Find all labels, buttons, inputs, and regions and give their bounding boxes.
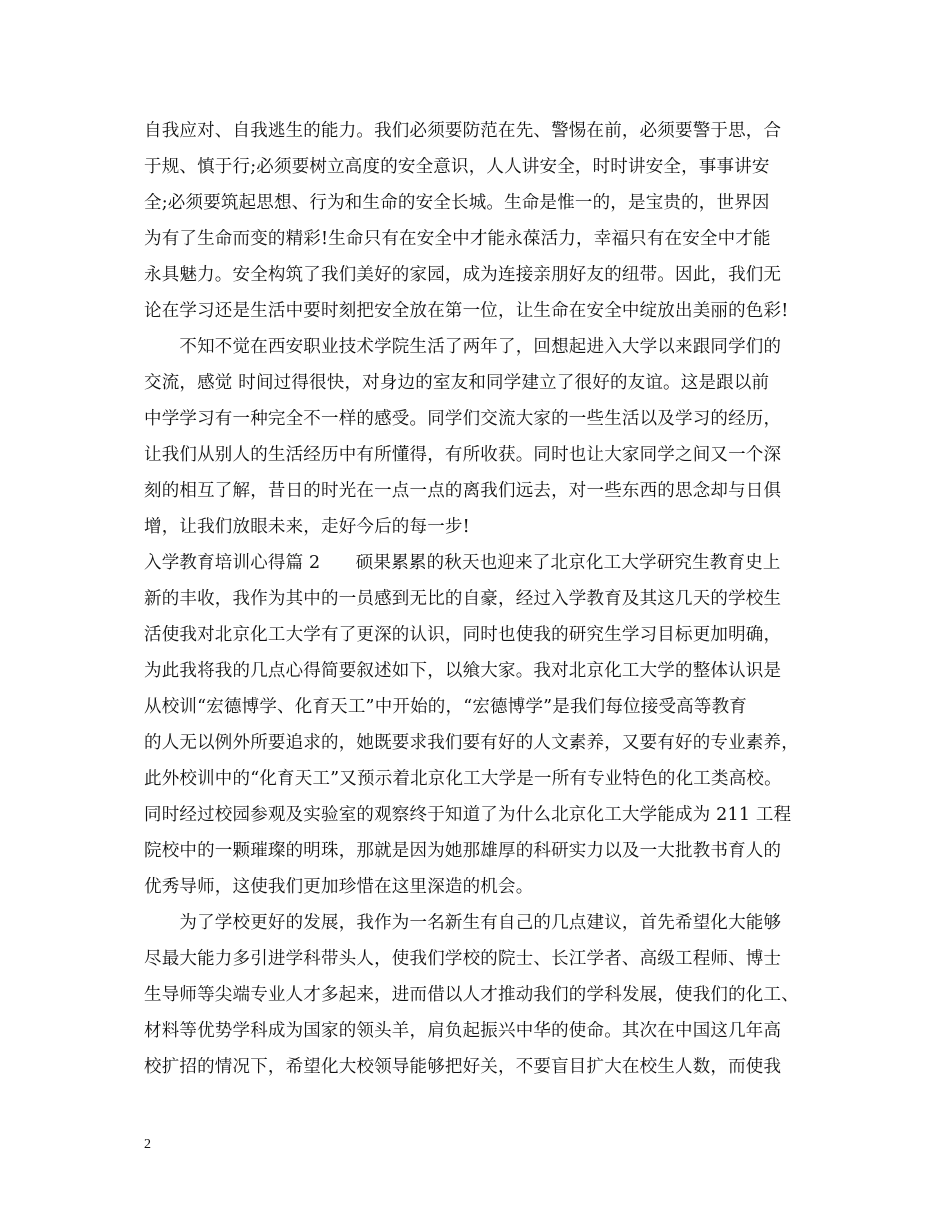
text-line: 为有了生命而变的精彩!生命只有在安全中才能永葆活力，幸福只有在安全中才能: [144, 229, 771, 249]
text-line: 材料等优势学科成为国家的领头羊，肩负起振兴中华的使命。其次在中国这几年高: [144, 1021, 782, 1041]
text-line: 优秀导师，这使我们更加珍惜在这里深造的机会。: [144, 877, 534, 897]
text-line: 新的丰收，我作为其中的一员感到无比的自豪，经过入学教育及其这几天的学校生: [144, 589, 782, 609]
text-line: 为了学校更好的发展，我作为一名新生有自己的几点建议，首先希望化大能够: [144, 913, 782, 933]
body-text: [144, 113, 824, 1085]
text-line: 此外校训中的“化育天工”又预示着北京化工大学是一所有专业特色的化工类高校。: [144, 769, 782, 789]
text-line: 为此我将我的几点心得简要叙述如下，以飨大家。我对北京化工大学的整体认识是: [144, 661, 782, 681]
text-line: 的人无以例外所要追求的，她既要求我们要有好的人文素养，又要有好的专业素养，: [144, 733, 799, 753]
text-line: 同时经过校园参观及实验室的观察终于知道了为什么北京化工大学能成为 211 工程: [144, 805, 792, 825]
text-line: 不知不觉在西安职业技术学院生活了两年了，回想起进入大学以来跟同学们的: [144, 337, 782, 357]
text-line: 从校训“宏德博学、化育天工”中开始的，“宏德博学”是我们每位接受高等教育: [144, 697, 747, 717]
text-line: 生导师等尖端专业人才多起来，进而借以人才推动我们的学科发展，使我们的化工、: [144, 985, 799, 1005]
section-heading-line: 入学教育培训心得篇 2 硕果累累的秋天也迎来了北京化工大学研究生教育史上: [144, 553, 781, 573]
text-line: 校扩招的情况下，希望化大校领导能够把好关，不要盲目扩大在校生人数，而使我: [144, 1057, 782, 1077]
text-line: 永具魅力。安全构筑了我们美好的家园，成为连接亲朋好友的纽带。因此，我们无: [144, 265, 782, 285]
page-number: 2: [144, 1137, 151, 1152]
text-line: 中学学习有一种完全不一样的感受。同学们交流大家的一些生活以及学习的经历，: [144, 409, 782, 429]
text-line: 论在学习还是生活中要时刻把安全放在第一位，让生命在安全中绽放出美丽的色彩!: [144, 301, 789, 321]
text-line: 交流，感觉 时间过得很快，对身边的室友和同学建立了很好的友谊。这是跟以前: [144, 373, 770, 393]
text-line: 让我们从别人的生活经历中有所懂得，有所收获。同时也让大家同学之间又一个深: [144, 445, 782, 465]
text-line: 院校中的一颗璀璨的明珠，那就是因为她那雄厚的科研实力以及一大批教书育人的: [144, 841, 782, 861]
text-line: 刻的相互了解，昔日的时光在一点一点的离我们远去，对一些东西的思念却与日俱: [144, 481, 782, 501]
text-line: 自我应对、自我逃生的能力。我们必须要防范在先、警惕在前，必须要警于思，合: [144, 121, 782, 141]
text-line: 全;必须要筑起思想、行为和生命的安全长城。生命是惟一的，是宝贵的，世界因: [144, 193, 770, 213]
text-line: 增，让我们放眼未来，走好今后的每一步!: [144, 517, 470, 537]
text-line: 尽最大能力多引进学科带头人，使我们学校的院士、长江学者、高级工程师、博士: [144, 949, 782, 969]
text-line: 于规、慎于行;必须要树立高度的安全意识，人人讲安全，时时讲安全，事事讲安: [144, 157, 770, 177]
text-line: 活使我对北京化工大学有了更深的认识，同时也使我的研究生学习目标更加明确，: [144, 625, 782, 645]
